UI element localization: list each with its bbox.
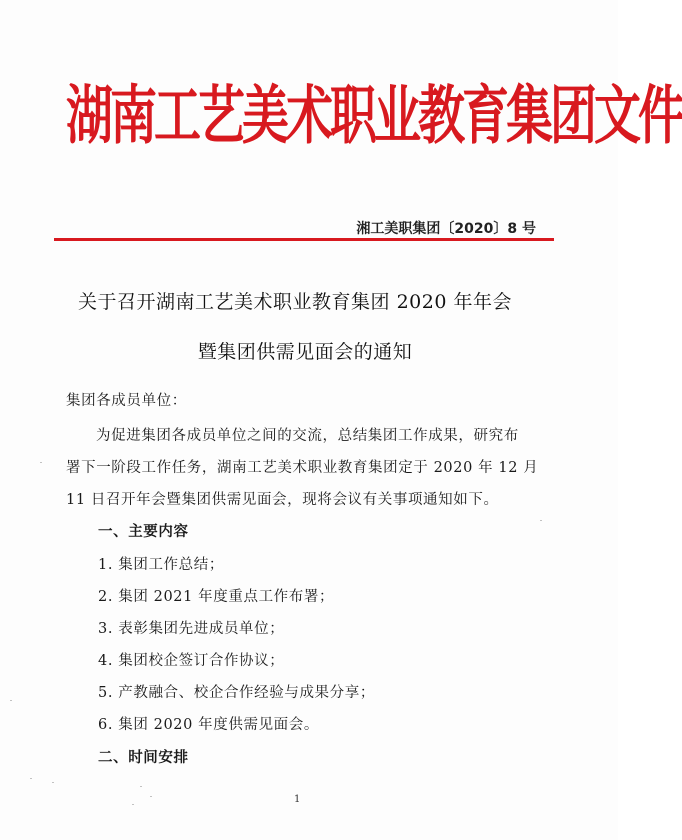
scan-speck (540, 520, 542, 521)
list-item: 1. 集团工作总结； (98, 557, 224, 573)
document-number: 湘工美职集团〔2020〕8 号 (356, 221, 536, 237)
page-number: 1 (294, 794, 301, 805)
list-item: 4. 集团校企签订合作协议； (98, 653, 285, 669)
document-header-title: 湖南工艺美术职业教育集团文件 (66, 79, 682, 154)
list-item: 5. 产教融合、校企合作经验与成果分享； (98, 685, 375, 701)
list-item: 3. 表彰集团先进成员单位； (98, 621, 285, 637)
scan-speck (150, 796, 152, 797)
salutation: 集团各成员单位： (66, 393, 187, 409)
intro-line-2: 署下一阶段工作任务，湖南工艺美术职业教育集团定于 2020 年 12 月 (66, 460, 539, 476)
scan-speck (40, 462, 42, 463)
scan-speck (52, 782, 54, 783)
intro-line-1: 为促进集团各成员单位之间的交流，总结集团工作成果，研究布 (96, 428, 519, 444)
intro-line-3: 11 日召开年会暨集团供需见面会，现将会议有关事项通知如下。 (66, 492, 499, 508)
red-divider-line (54, 238, 554, 241)
notice-title-line-2: 暨集团供需见面会的通知 (197, 341, 413, 363)
scan-speck (10, 700, 12, 701)
list-item: 6. 集团 2020 年度供需见面会。 (98, 717, 319, 733)
list-item: 2. 集团 2021 年度重点工作布署； (98, 589, 335, 605)
section-1-heading: 一、主要内容 (98, 524, 189, 540)
scan-speck (132, 804, 134, 805)
notice-title-line-1: 关于召开湖南工艺美术职业教育集团 2020 年年会 (78, 291, 512, 313)
section-2-heading: 二、时间安排 (98, 750, 189, 766)
scan-speck (140, 786, 142, 787)
scan-speck (30, 778, 32, 779)
